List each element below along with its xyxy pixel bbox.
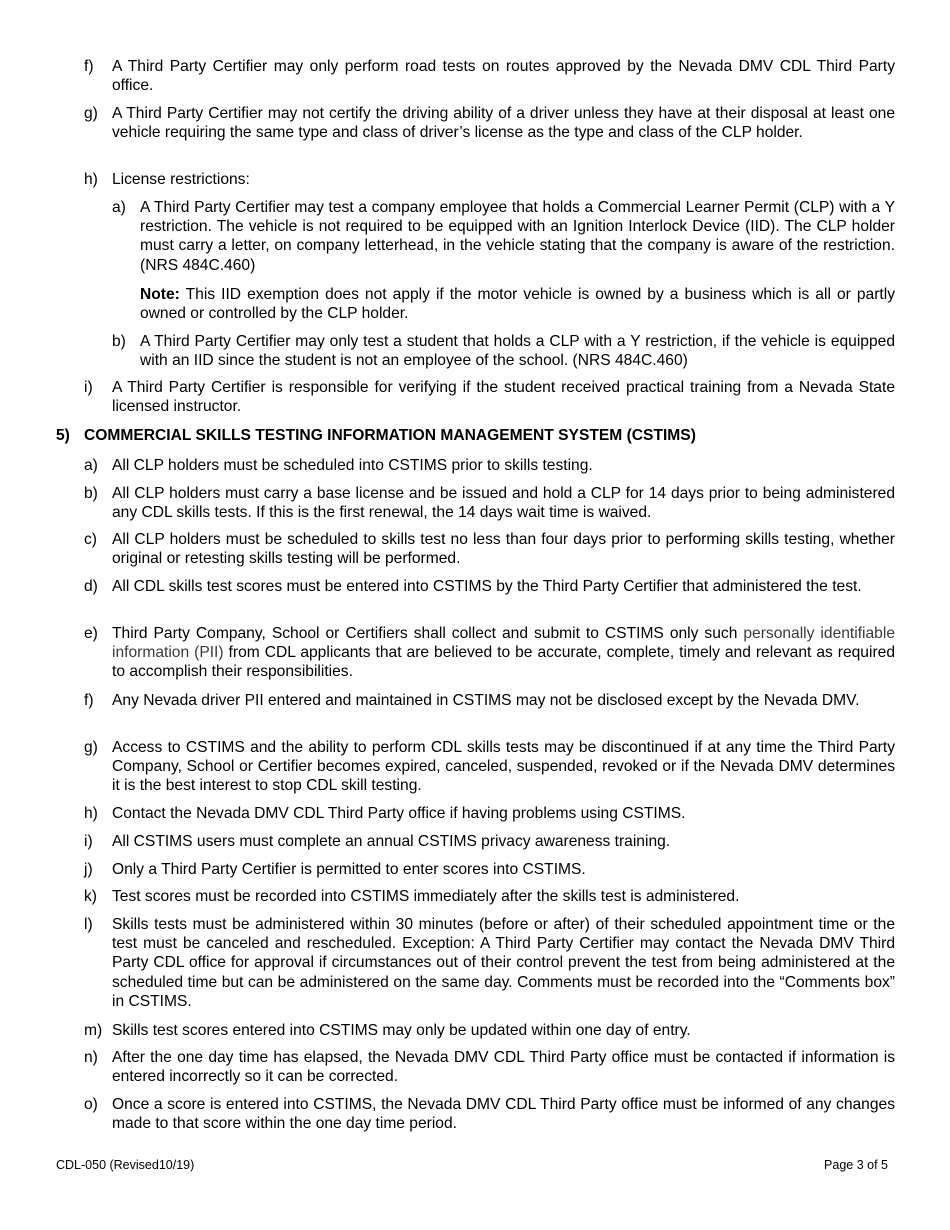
list-item-label: j) (84, 861, 93, 878)
list-item-label: h) (84, 171, 98, 188)
list-item-text-part: Third Party Company, School or Certifiers shall collect and submit to CSTIMS only such (112, 625, 744, 642)
list-item-label: g) (84, 739, 98, 756)
list-item-label: k) (84, 888, 97, 905)
list-item-text: All CDL skills test scores must be entered into CSTIMS by the Third Party Certifier that administered the test. (112, 578, 862, 595)
list-item-label: i) (84, 379, 93, 396)
list-item (84, 860, 895, 879)
list-item-text: All CSTIMS users must complete an annual CSTIMS privacy awareness training. (112, 833, 671, 850)
list-item (84, 915, 895, 1011)
list-item-label: l) (84, 916, 93, 933)
sub-list-item (112, 332, 895, 370)
sub-list-item-label: b) (112, 333, 126, 350)
list-item-label: c) (84, 531, 97, 548)
list-item-text (112, 624, 895, 682)
list-item-label: a) (84, 457, 98, 474)
section-title: COMMERCIAL SKILLS TESTING INFORMATION MANAGEMENT SYSTEM (CSTIMS) (84, 427, 696, 444)
list-item-text: A Third Party Certifier may only perform road tests on routes approved by the Nevada DMV CDL Third Party office. (112, 58, 895, 95)
section-number: 5) (56, 427, 70, 444)
sub-list-item-label: a) (112, 199, 126, 216)
page-number-footer: Page 3 of 5 (824, 1158, 888, 1172)
list-item (84, 57, 895, 95)
pii-term: personally identifiable information (PII) (112, 625, 895, 662)
list-item-label: i) (84, 833, 93, 850)
list-item (84, 104, 895, 142)
list-item (84, 530, 895, 568)
list-item-text: Any Nevada driver PII entered and maintained in CSTIMS may not be disclosed except by the Nevada DMV. (112, 692, 860, 709)
list-item-label: f) (84, 692, 94, 709)
list-item-text: A Third Party Certifier is responsible for verifying if the student received practical training from a Nevada State licensed instructor. (112, 379, 895, 416)
list-item (84, 832, 895, 851)
list-item (84, 484, 895, 522)
list-item-label: h) (84, 805, 98, 822)
list-item-text: Skills tests must be administered within 30 minutes (before or after) of their scheduled appointment time or the test must be canceled and rescheduled. Exception: A Third Party Certifier may contact the Nevada DMV Third Party CDL office for approval if circumstances out of their control prevent the test from being administered at the scheduled time but can be administered on the same day. Comments must be recorded into the “Comments box” in CSTIMS. (112, 916, 895, 1010)
list-item-label: b) (84, 485, 98, 502)
list-item-text: After the one day time has elapsed, the Nevada DMV CDL Third Party office must be contacted if information is entered incorrectly so it can be corrected. (112, 1049, 895, 1086)
list-item (84, 1021, 895, 1040)
list-item-text: All CLP holders must be scheduled to skills test no less than four days prior to performing skills testing, whether original or retesting skills testing will be performed. (112, 531, 895, 568)
list-item-text: Access to CSTIMS and the ability to perform CDL skills tests may be discontinued if at any time the Third Party Company, School or Certifier becomes expired, canceled, suspended, revoked or if the Nevada DMV determines it is the best interest to stop CDL skill testing. (112, 739, 895, 795)
list-item-text: All CLP holders must be scheduled into CSTIMS prior to skills testing. (112, 457, 593, 474)
list-item-label: m) (84, 1022, 103, 1039)
list-item-text-part: from CDL applicants that are believed to be accurate, complete, timely and relevant as required to accomplish their responsibilities. (112, 644, 895, 681)
list-item (84, 1095, 895, 1133)
list-item-text: Test scores must be recorded into CSTIMS immediately after the skills test is administered. (112, 888, 740, 905)
list-item (84, 577, 895, 596)
list-item-label: o) (84, 1096, 98, 1113)
list-item-label: n) (84, 1049, 98, 1066)
list-item (84, 691, 895, 710)
note-label: Note: (140, 286, 180, 303)
note-paragraph (140, 285, 895, 323)
list-item (84, 624, 895, 682)
sub-list-item-text: A Third Party Certifier may test a company employee that holds a Commercial Learner Permit (CLP) with a Y restriction. The vehicle is not required to be equipped with an Ignition Interlock Device (IID). The CLP holder must carry a letter, on company letterhead, in the vehicle stating that the company is aware of the restriction. (NRS 484C.460) (140, 199, 895, 274)
list-item-text: License restrictions: (112, 171, 250, 188)
list-item (84, 738, 895, 796)
sub-list-item-text: A Third Party Certifier may only test a student that holds a CLP with a Y restriction, if the vehicle is equipped with an IID since the student is not an employee of the school. (NRS 484C.460) (140, 333, 895, 370)
list-item-text: Once a score is entered into CSTIMS, the Nevada DMV CDL Third Party office must be informed of any changes made to that score within the one day time period. (112, 1096, 895, 1133)
list-item-label: d) (84, 578, 98, 595)
list-item (84, 887, 895, 906)
list-item-text: Skills test scores entered into CSTIMS may only be updated within one day of entry. (112, 1022, 691, 1039)
sub-list-item (112, 198, 895, 275)
list-item-label: g) (84, 105, 98, 122)
list-item-label: e) (84, 625, 98, 642)
list-item (84, 1048, 895, 1086)
form-id-footer: CDL-050 (Revised10/19) (56, 1158, 195, 1172)
list-item (84, 378, 895, 416)
list-item-text: A Third Party Certifier may not certify the driving ability of a driver unless they have at their disposal at least one vehicle requiring the same type and class of driver’s license as the type and class of the CLP holder. (112, 105, 895, 142)
list-item (84, 456, 895, 475)
note-text: This IID exemption does not apply if the motor vehicle is owned by a business which is all or partly owned or controlled by the CLP holder. (140, 286, 895, 323)
list-item-label: f) (84, 58, 94, 75)
list-item-text: All CLP holders must carry a base license and be issued and hold a CLP for 14 days prior to being administered any CDL skills tests. If this is the first renewal, the 14 days wait time is waived. (112, 485, 895, 522)
list-item (84, 170, 895, 189)
list-item (84, 804, 895, 823)
list-item-text: Contact the Nevada DMV CDL Third Party office if having problems using CSTIMS. (112, 805, 686, 822)
list-item-text: Only a Third Party Certifier is permitted to enter scores into CSTIMS. (112, 861, 586, 878)
